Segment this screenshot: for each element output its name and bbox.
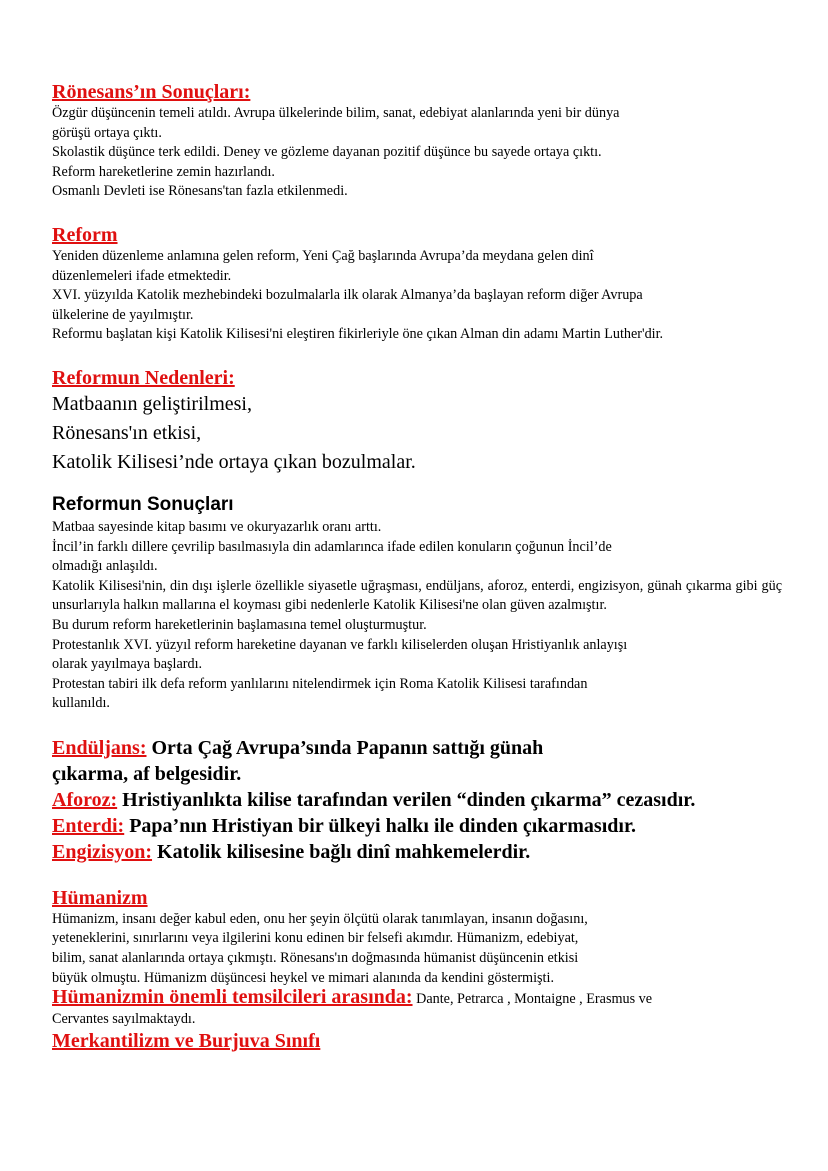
text-line: yeteneklerini, sınırlarını veya ilgilerini konu edinen bir felsefi akımdır. Hümanizm, edebiyat, [52,930,579,947]
text-line: olarak yayılmaya başlardı. [52,656,203,673]
cause-line: Katolik Kilisesi’nde ortaya çıkan bozulmalar. [52,450,416,473]
text-line: Protestan tabiri ilk defa reform yanlılarını nitelendirmek için Roma Katolik Kilisesi tarafından [52,675,588,692]
term-label: Aforoz: [52,788,118,811]
text-line: Hümanizm, insanı değer kabul eden, onu her şeyin ölçütü olarak tanımlayan, insanın doğasını, [52,910,588,927]
reform-section [52,223,782,345]
justified-paragraph: Katolik Kilisesi'nin, din dışı işlerle özellikle siyasetle uğraşması, endüljans, aforoz, enterdi, engizisyon, günah çıkarma gibi güç unsurlarıyla halkın mallarına el koyması gibi nedenlerle Katolik Kilisesi'ne olan güven azalmıştır. [52,577,782,614]
representatives-line [52,988,782,1010]
text-line: Özgür düşüncenin temeli atıldı. Avrupa ülkelerinde bilim, sanat, edebiyat alanlarında yeni bir dünya [52,105,620,121]
representatives-list: Dante, Petrarca , Montaigne , Erasmus ve [412,991,653,1008]
reform-results-heading: Reformun Sonuçları [52,493,234,515]
reform-heading: Reform [52,223,118,246]
cause-line: Matbaanın geliştirilmesi, [52,392,252,415]
term-line [52,787,782,813]
text-line: Bu durum reform hareketlerinin başlamasına temel oluşturmuştur. [52,616,427,633]
text-line: Yeniden düzenleme anlamına gelen reform, Yeni Çağ başlarında Avrupa’da meydana gelen dinî [52,247,594,264]
text-line: görüşü ortaya çıktı. [52,124,162,141]
humanism-section [52,886,782,1030]
text-line: Reform hareketlerine zemin hazırlandı. [52,163,275,180]
mercantilism-section [52,1029,782,1053]
term-definition: Hristiyanlıkta kilise tarafından verilen “dinden çıkarma” cezasıdır. [117,788,696,811]
term-definition: Orta Çağ Avrupa’sında Papanın sattığı günah [146,736,544,759]
text-line: bilim, sanat alanlarında ortaya çıkmıştı. Rönesans'ın doğmasında hümanist düşüncenin etkisi [52,950,579,967]
reform-causes-heading: Reformun Nedenleri: [52,366,235,389]
renaissance-results-section [52,80,782,202]
text-line: Osmanlı Devleti ise Rönesans'tan fazla etkilenmedi. [52,183,348,200]
text-line: Reformu başlatan kişi Katolik Kilisesi'ni eleştiren fikirleriyle öne çıkan Alman din adamı Martin Luther'dir. [52,326,664,343]
document-page [52,80,782,1053]
text-line: büyük olmuştu. Hümanizm düşüncesi heykel ve mimari alanında da kendini göstermişti. [52,969,554,986]
reform-results-section [52,492,782,714]
text-line: olmadığı anlaşıldı. [52,558,158,575]
mercantilism-heading: Merkantilizm ve Burjuva Sınıfı [52,1030,321,1053]
term-line [52,813,782,839]
term-line-cont: çıkarma, af belgesidir. [52,762,242,785]
text-line: kullanıldı. [52,695,110,712]
text-line: Protestanlık XVI. yüzyıl reform hareketine dayanan ve farklı kiliselerden oluşan Hristiyanlık anlayışı [52,636,628,653]
reform-causes-section [52,366,782,477]
term-line [52,735,782,761]
renaissance-results-heading: Rönesans’ın Sonuçları: [52,81,251,103]
term-label: Enterdi: [52,814,125,837]
term-line [52,839,782,865]
text-line: XVI. yüzyılda Katolik mezhebindeki bozulmalarla ilk olarak Almanya’da başlayan reform diğer Avrupa [52,287,643,304]
term-label: Endüljans: [52,736,147,759]
representatives-heading: Hümanizmin önemli temsilcileri arasında: [52,986,413,1009]
term-definition: Papa’nın Hristiyan bir ülkeyi halkı ile dinden çıkarmasıdır. [124,814,636,837]
text-line: İncil’in farklı dillere çevrilip basılmasıyla din adamlarınca ifade edilen konuların çoğunun İncil’de [52,538,612,555]
humanism-heading: Hümanizm [52,886,148,909]
text-line: ülkelerine de yayılmıştır. [52,306,194,323]
term-label: Engizisyon: [52,840,153,863]
term-definition: Katolik kilisesine bağlı dinî mahkemelerdir. [152,840,531,863]
text-line: Skolastik düşünce terk edildi. Deney ve gözleme dayanan pozitif düşünce bu sayede ortaya çıktı. [52,144,602,161]
cause-line: Rönesans'ın etkisi, [52,421,202,444]
text-line: Matbaa sayesinde kitap basımı ve okuryazarlık oranı arttı. [52,518,382,535]
text-line: Cervantes sayılmaktaydı. [52,1010,196,1027]
terms-section [52,735,782,865]
text-line: düzenlemeleri ifade etmektedir. [52,267,232,284]
